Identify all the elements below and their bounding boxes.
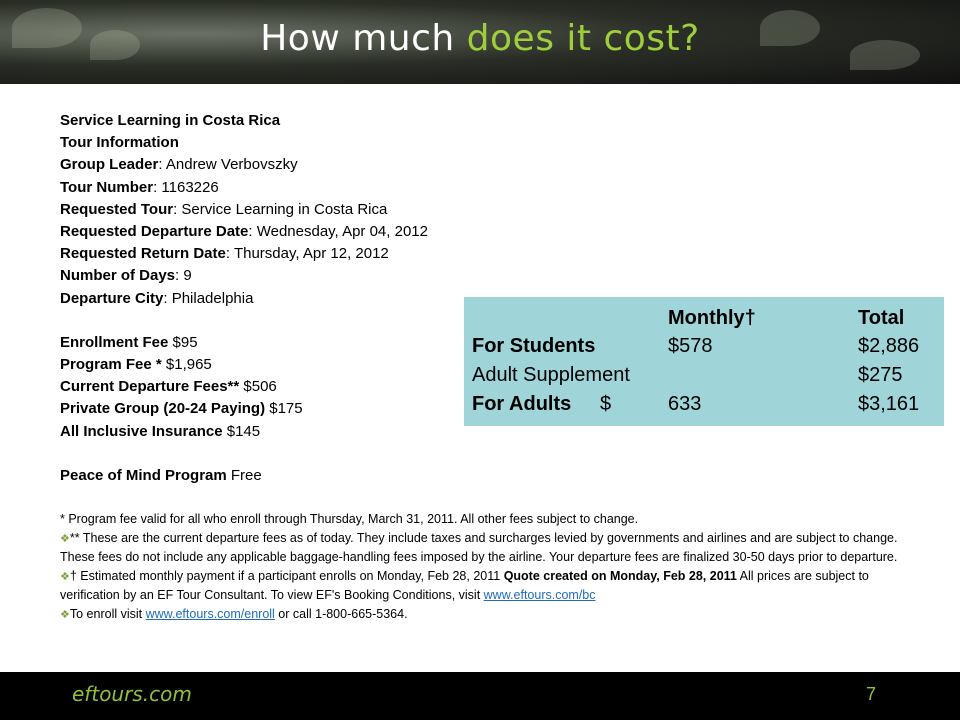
students-total: $2,886	[858, 335, 920, 357]
fee-row-private-group: Private Group (20-24 Paying) $175	[60, 400, 303, 418]
students-monthly: $578	[668, 335, 713, 357]
info-row-requested-tour: Requested Tour: Service Learning in Costa Rica	[60, 200, 388, 218]
diamond-bullet-icon: ❖	[60, 570, 70, 583]
info-row-departure-city: Departure City: Philadelphia	[60, 289, 254, 307]
diamond-bullet-icon: ❖	[60, 532, 70, 545]
col-monthly-header: Monthly†	[668, 307, 756, 329]
adults-dollar-sign: $	[600, 393, 612, 415]
enroll-link[interactable]: www.eftours.com/enroll	[145, 606, 275, 621]
footnote-enroll: ❖To enroll visit www.eftours.com/enroll or call 1-800-665-5364.	[60, 606, 408, 621]
diamond-bullet-icon: ❖	[60, 608, 70, 621]
price-summary-box	[464, 297, 944, 426]
tour-info-heading: Tour Information	[60, 134, 179, 152]
title-part-green: does it cost?	[466, 18, 700, 59]
footnote-departure-fees: ❖** These are the current departure fees as of today. They include taxes and surcharges levied by governments and airlines and are subject to change. These fees do not include any applicable baggage-handling fees imposed by the airline. Your departure fees are finalized 30-50 days prior to departure.	[60, 530, 898, 564]
adults-total: $3,161	[858, 393, 920, 415]
header-banner	[0, 0, 960, 84]
fee-row-program: Program Fee * $1,965	[60, 356, 212, 374]
fee-row-departure: Current Departure Fees** $506	[60, 378, 277, 396]
footer-brand: eftours.com	[72, 682, 192, 706]
footnote-monthly-payment: ❖† Estimated monthly payment if a participant enrolls on Monday, Feb 28, 2011 Quote created on Monday, Feb 28, 2011 All prices are subject to verification by an EF Tour Consultant. To view EF's Booking Conditions, visit www.eftours.com/bc	[60, 568, 869, 602]
info-row-group-leader: Group Leader: Andrew Verbovszky	[60, 156, 298, 174]
fee-row-peace-of-mind: Peace of Mind Program Free	[60, 466, 262, 484]
adults-label: For Adults	[472, 393, 572, 415]
page-number: 7	[866, 684, 877, 704]
adults-monthly: 633	[668, 393, 702, 415]
booking-conditions-link[interactable]: www.eftours.com/bc	[483, 588, 596, 602]
info-row-tour-number: Tour Number: 1163226	[60, 178, 219, 196]
info-row-number-of-days: Number of Days: 9	[60, 267, 192, 285]
tour-heading: Service Learning in Costa Rica	[60, 112, 281, 129]
adult-supplement-total: $275	[858, 364, 903, 386]
students-label: For Students	[472, 335, 596, 357]
info-row-return-date: Requested Return Date: Thursday, Apr 12, 2012	[60, 245, 389, 263]
footnotes	[60, 510, 900, 624]
slide-title	[0, 18, 960, 59]
footnote-program-fee: * Program fee valid for all who enroll through Thursday, March 31, 2011. All other fees subject to change.	[60, 512, 639, 526]
col-total-header: Total	[858, 307, 905, 329]
fee-row-enrollment: Enrollment Fee $95	[60, 333, 198, 351]
adult-supplement-label: Adult Supplement	[472, 364, 630, 386]
fee-row-insurance: All Inclusive Insurance $145	[60, 422, 261, 440]
title-part-white: How much	[260, 18, 455, 59]
footer-bar	[0, 672, 960, 720]
info-row-departure-date: Requested Departure Date: Wednesday, Apr 04, 2012	[60, 223, 428, 241]
